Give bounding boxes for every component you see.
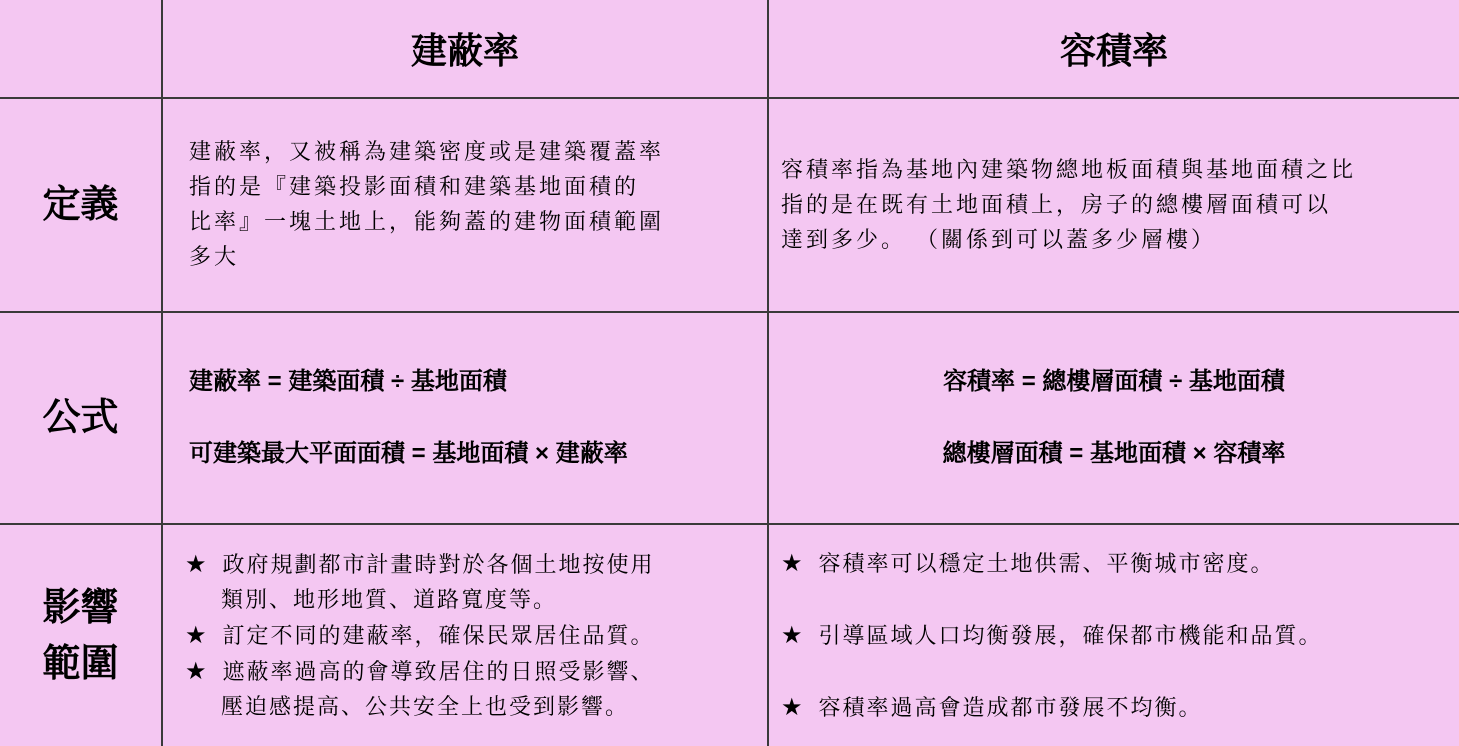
bullet-item — [185, 654, 767, 690]
row-header-label: 定義 — [42, 184, 119, 226]
text-line: 多大 — [189, 245, 240, 270]
column-header-coverage-ratio: 建蔽率 — [162, 0, 768, 98]
row-header-label-line2: 範圍 — [42, 642, 119, 685]
star-icon: ★ — [781, 620, 805, 649]
formula-row — [0, 312, 1459, 524]
formula-line: 建蔽率 = 建築面積 ÷ 基地面積 — [189, 368, 507, 395]
bullet-item — [185, 618, 767, 654]
star-icon: ★ — [781, 548, 805, 577]
text-line: 容積率指為基地內建築物總地板面積與基地面積之比 — [781, 157, 1357, 183]
column-header-floor-area-ratio: 容積率 — [768, 0, 1459, 98]
definition-floor-area-ratio — [768, 98, 1459, 312]
text-line: 指的是在既有土地面積上，房子的總樓層面積可以 — [781, 192, 1332, 218]
bullet-item — [781, 546, 1459, 582]
star-icon: ★ — [185, 656, 209, 685]
bullet-text: 容積率過高會造成都市發展不均衡。 — [818, 695, 1203, 721]
impact-row — [0, 524, 1459, 746]
row-header-definition — [0, 98, 162, 312]
definition-row — [0, 98, 1459, 312]
text-line: 比率』一塊土地上，能夠蓋的建物面積範圍 — [189, 210, 665, 235]
bullet-item — [781, 690, 1459, 726]
definition-coverage-ratio — [162, 98, 768, 312]
row-header-label: 公式 — [42, 397, 119, 439]
row-header-impact — [0, 524, 162, 746]
star-icon: ★ — [781, 692, 805, 721]
star-icon: ★ — [185, 620, 209, 649]
text-line: 建蔽率，又被稱為建築密度或是建築覆蓋率 — [189, 140, 665, 165]
star-icon: ★ — [185, 549, 209, 578]
bullet-text: 容積率可以穩定土地供需、平衡城市密度。 — [818, 551, 1275, 577]
impact-coverage-ratio — [162, 524, 768, 746]
corner-cell — [0, 0, 162, 98]
bullet-item — [781, 618, 1459, 654]
bullet-continuation: 壓迫感提高、公共安全上也受到影響。 — [221, 694, 630, 720]
bullet-item — [185, 547, 767, 583]
bullet-text: 訂定不同的建蔽率，確保民眾居住品質。 — [222, 623, 655, 649]
formula-floor-area-ratio — [768, 312, 1459, 524]
formula-coverage-ratio — [162, 312, 768, 524]
formula-line: 容積率 = 總樓層面積 ÷ 基地面積 — [943, 368, 1285, 395]
formula-line: 總樓層面積 = 基地面積 × 容積率 — [942, 440, 1286, 467]
header-row — [0, 0, 1459, 98]
bullet-text: 引導區域人口均衡發展，確保都市機能和品質。 — [818, 623, 1323, 649]
bullet-text: 遮蔽率過高的會導致居住的日照受影響、 — [222, 659, 655, 685]
text-line: 指的是『建築投影面積和建築基地面積的 — [189, 175, 640, 200]
text-line: 達到多少。 （關係到可以蓋多少層樓） — [781, 227, 1216, 253]
row-header-formula — [0, 312, 162, 524]
bullet-continuation: 類別、地形地質、道路寬度等。 — [221, 587, 558, 613]
impact-floor-area-ratio — [768, 524, 1459, 746]
row-header-label-line1: 影響 — [42, 586, 119, 629]
bullet-text: 政府規劃都市計畫時對於各個土地按使用 — [222, 552, 655, 578]
formula-line: 可建築最大平面面積 = 基地面積 × 建蔽率 — [189, 440, 628, 467]
